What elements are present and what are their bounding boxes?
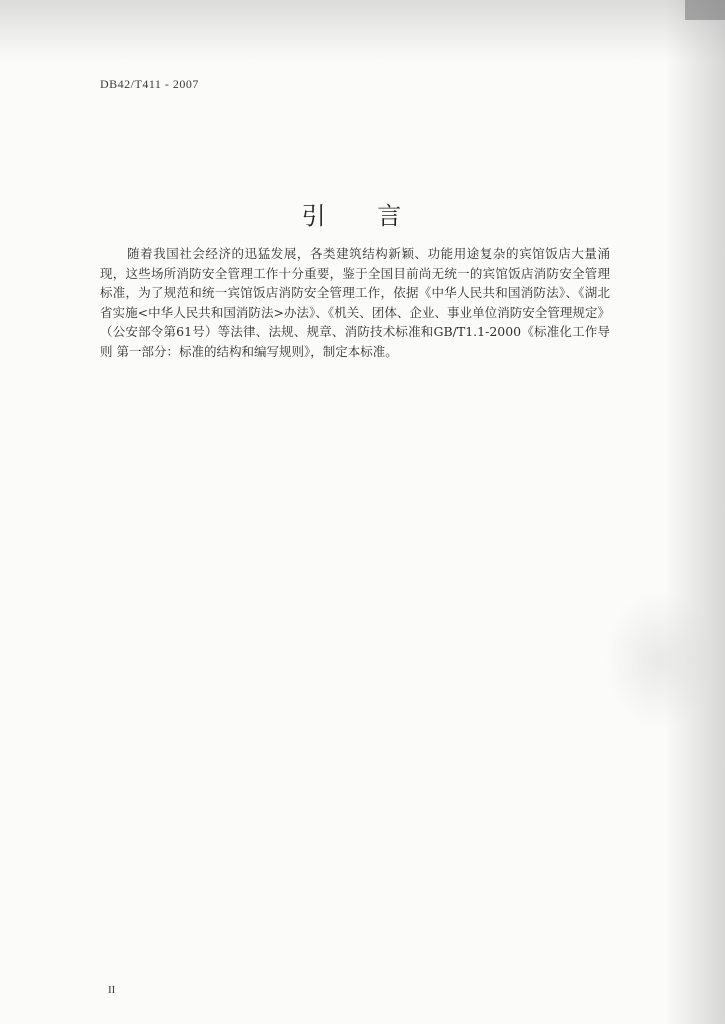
page-number: II [108,984,116,996]
introduction-paragraph: 随着我国社会经济的迅猛发展，各类建筑结构新颖、功能用途复杂的宾馆饭店大量涌现，这些场所消防安全管理工作十分重要，鉴于全国目前尚无统一的宾馆饭店消防安全管理标准，为了规范和统一宾馆饭店消防安全管理工作，依据《中华人民共和国消防法》、《湖北省实施<中华人民共和国消防法>办法》、《机关、团体、企业、事业单位消防安全管理规定》（公安部令第61号）等法律、法规、规章、消防技术标准和GB/T1.1-2000《标准化工作导则 第一部分：标准的结构和编写规则》，制定本标准。 [100,246,610,359]
scan-shadow-top [0,0,725,60]
document-code: DB42/T411 - 2007 [100,77,199,91]
scan-corner-mark [685,0,725,20]
section-title: 引 言 [301,202,424,230]
scan-shadow-right [665,0,725,1024]
scan-smudge [605,590,715,730]
